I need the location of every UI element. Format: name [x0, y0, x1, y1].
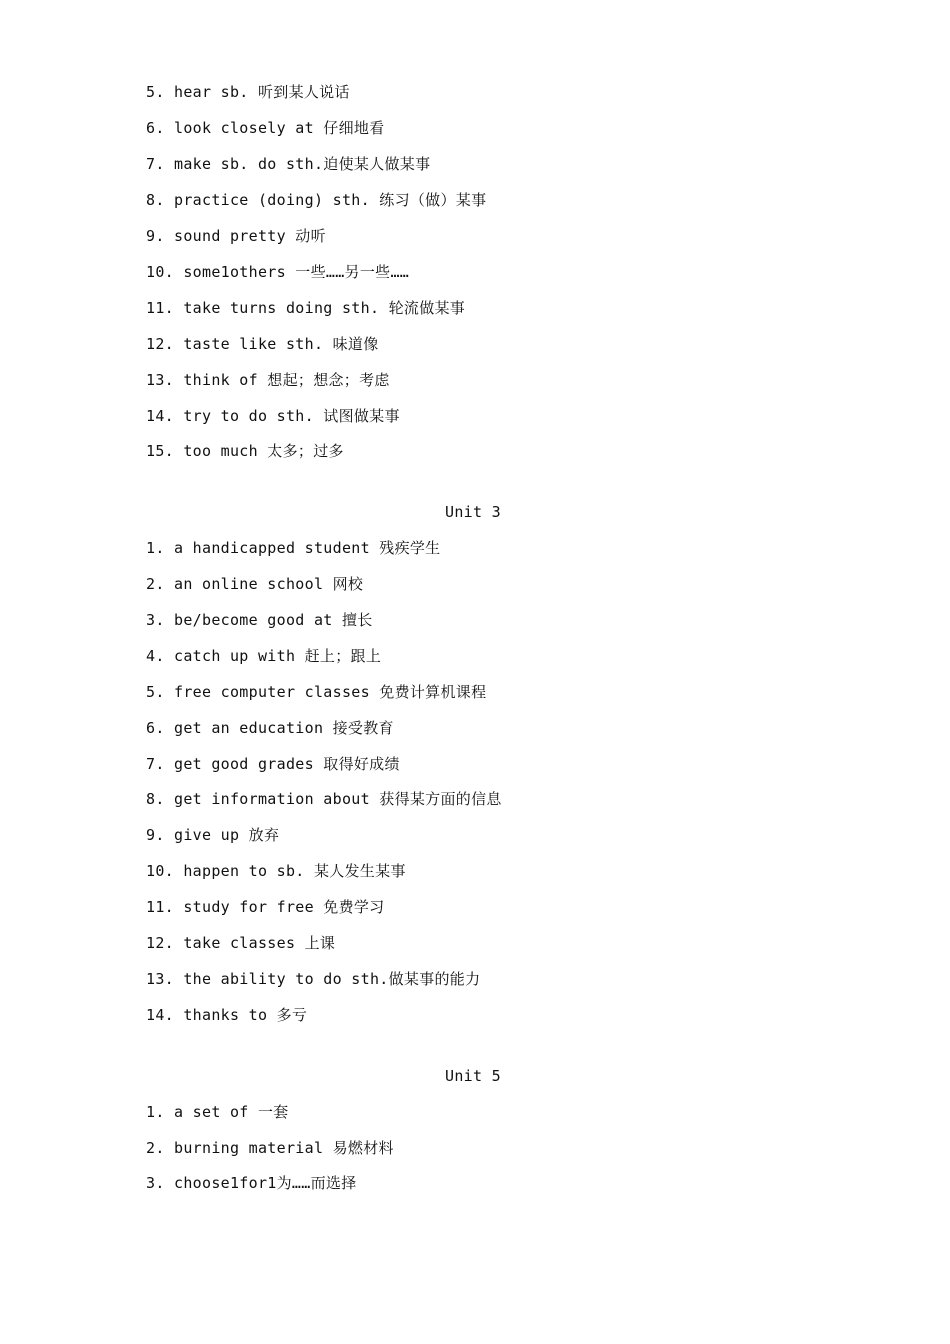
list-item: 15. too much 太多；过多 [146, 442, 344, 460]
list-item: 6. get an education 接受教育 [146, 719, 394, 737]
list-item: 14. thanks to 多亏 [146, 1006, 308, 1024]
list-item: 7. make sb. do sth.迫使某人做某事 [146, 155, 431, 173]
list-item: 2. burning material 易燃材料 [146, 1139, 394, 1157]
list-item: 12. taste like sth. 味道像 [146, 335, 379, 353]
list-item: 4. catch up with 赶上；跟上 [146, 647, 382, 665]
list-item: 10. some1others 一些……另一些…… [146, 263, 410, 281]
list-item: 13. think of 想起；想念；考虑 [146, 371, 390, 389]
unit-3-heading: Unit 3 [445, 503, 501, 521]
list-item: 9. sound pretty 动听 [146, 227, 326, 245]
list-item: 3. choose1for1为……而选择 [146, 1174, 357, 1192]
list-item: 11. study for free 免费学习 [146, 898, 385, 916]
list-item: 1. a handicapped student 残疾学生 [146, 539, 441, 557]
list-item: 3. be/become good at 擅长 [146, 611, 373, 629]
list-item: 2. an online school 网校 [146, 575, 364, 593]
list-item: 13. the ability to do sth.做某事的能力 [146, 970, 481, 988]
list-item: 11. take turns doing sth. 轮流做某事 [146, 299, 466, 317]
list-item: 7. get good grades 取得好成绩 [146, 755, 400, 773]
unit-5-heading: Unit 5 [445, 1067, 501, 1085]
list-item: 1. a set of 一套 [146, 1103, 289, 1121]
list-item: 5. free computer classes 免费计算机课程 [146, 683, 487, 701]
list-item: 9. give up 放弃 [146, 826, 280, 844]
list-item: 8. practice (doing) sth. 练习（做）某事 [146, 191, 487, 209]
list-item: 5. hear sb. 听到某人说话 [146, 83, 350, 101]
list-item: 6. look closely at 仔细地看 [146, 119, 385, 137]
list-item: 10. happen to sb. 某人发生某事 [146, 862, 406, 880]
list-item: 12. take classes 上课 [146, 934, 336, 952]
list-item: 8. get information about 获得某方面的信息 [146, 790, 502, 808]
list-item: 14. try to do sth. 试图做某事 [146, 407, 400, 425]
